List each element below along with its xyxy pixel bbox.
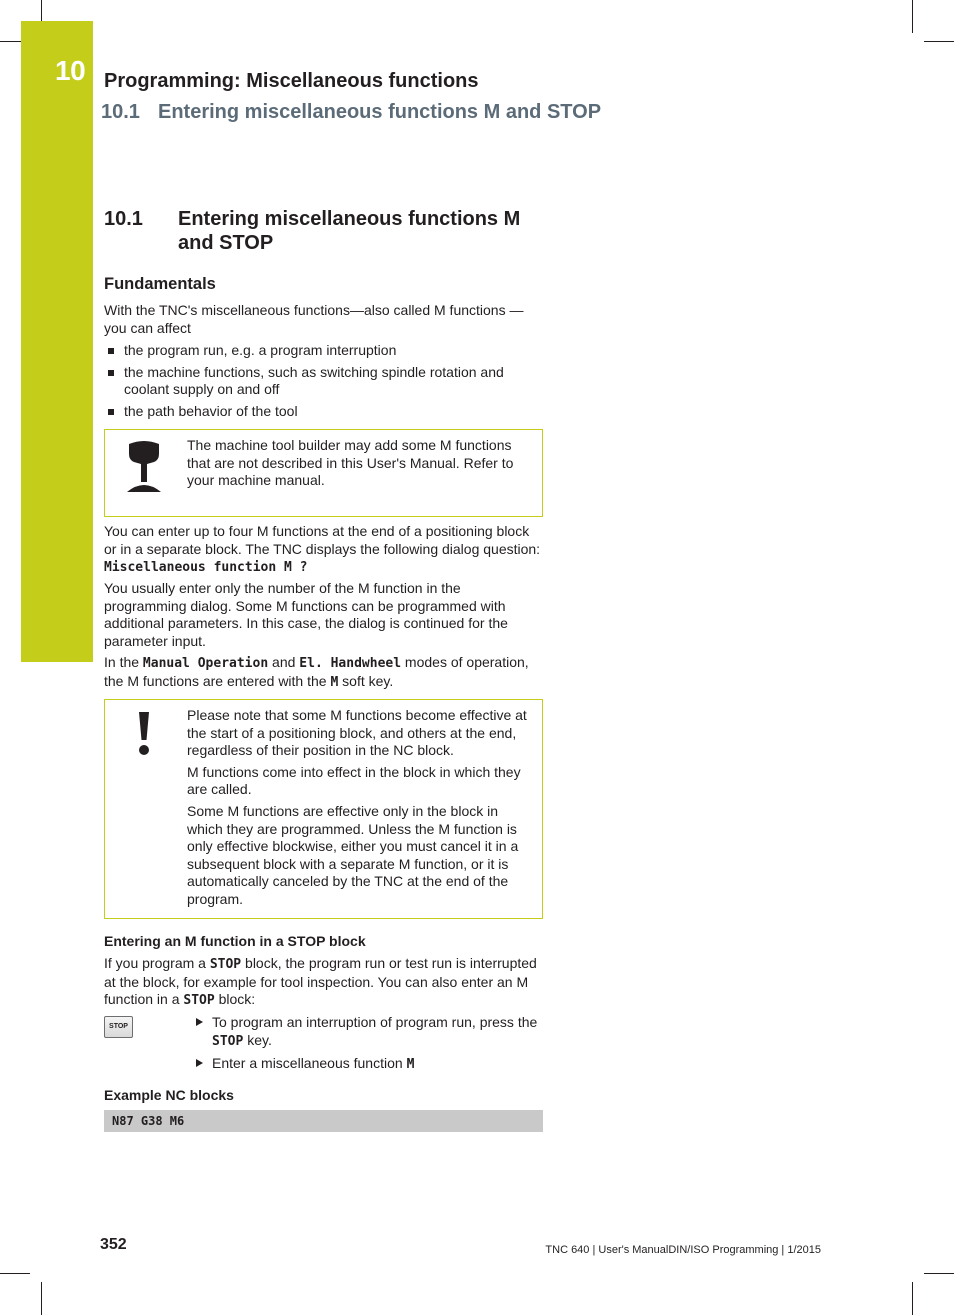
running-section-text: Entering miscellaneous functions M and STOP bbox=[158, 101, 602, 123]
chapter-sidebar bbox=[21, 21, 93, 662]
keyword: STOP bbox=[209, 957, 242, 972]
footer-text: TNC 640 | User's ManualDIN/ISO Programming | 1/2015 bbox=[545, 1244, 821, 1256]
list-item bbox=[195, 1014, 543, 1050]
mode-name: El. Handwheel bbox=[299, 656, 402, 671]
paragraph bbox=[104, 523, 543, 577]
text-run: modes of operation, the M functions are entered with the bbox=[104, 654, 529, 689]
list-item: the path behavior of the tool bbox=[104, 403, 543, 421]
text-run: key. bbox=[243, 1031, 272, 1048]
soft-key-name: M bbox=[330, 674, 339, 690]
text-run: and bbox=[268, 654, 300, 670]
machine-tool-builder-icon bbox=[125, 440, 163, 499]
section-title-text: Entering miscellaneous functions M and STOP bbox=[178, 208, 521, 254]
text-run: block, the program run or test run is interrupted at the block, for example for tool inspection. You can also enter an M function in a bbox=[104, 955, 537, 1008]
warning-paragraph: Some M functions are effective only in the block in which they are programmed. Unless the M function is only effective blockwise, either you must cancel it in a subsequent block with a separate M function, or it is automatically canceled by the TNC at the end of the program. bbox=[187, 802, 519, 907]
dialog-question: Miscellaneous function M ? bbox=[104, 560, 308, 576]
page-number: 352 bbox=[100, 1236, 127, 1253]
keyword: M bbox=[406, 1057, 415, 1073]
nc-code-block: N87 G38 M6 bbox=[104, 1110, 543, 1132]
list-item bbox=[195, 1055, 543, 1074]
text-run: soft key. bbox=[338, 672, 394, 689]
running-section-title bbox=[101, 101, 602, 123]
section-title bbox=[104, 207, 543, 255]
stop-key-icon: STOP bbox=[104, 1016, 133, 1038]
crop-mark bbox=[924, 1273, 954, 1274]
note-text: The machine tool builder may add some M functions that are not described in this User's Manual. Refer to your machine manual. bbox=[187, 437, 514, 489]
text-run: Enter a miscellaneous function bbox=[212, 1055, 407, 1072]
running-section-number: 10.1 bbox=[101, 101, 140, 123]
fundamentals-bullet-list bbox=[104, 342, 543, 424]
section-number: 10.1 bbox=[104, 208, 143, 230]
paragraph: You usually enter only the number of the M function in the programming dialog. Some M functions can be programmed with additional parameters. In this case, the dialog is continued for the parameter input. bbox=[104, 580, 508, 649]
text-run: If you program a bbox=[104, 955, 210, 971]
example-heading: Example NC blocks bbox=[104, 1087, 234, 1103]
list-item: the program run, e.g. a program interruption bbox=[104, 342, 543, 360]
chapter-title: Programming: Miscellaneous functions bbox=[104, 70, 479, 92]
crop-mark bbox=[912, 1282, 913, 1315]
instruction-steps bbox=[195, 1014, 543, 1079]
paragraph bbox=[104, 955, 543, 1010]
warning-text bbox=[187, 707, 534, 913]
fundamentals-intro: With the TNC's miscellaneous functions—also called M functions —you can affect bbox=[104, 302, 524, 336]
keyword: STOP bbox=[212, 1033, 244, 1049]
paragraph bbox=[104, 654, 543, 691]
text-run: block: bbox=[214, 991, 256, 1008]
crop-mark bbox=[0, 1273, 30, 1274]
list-item: the machine functions, such as switching spindle rotation and coolant supply on and off bbox=[104, 364, 543, 399]
fundamentals-heading: Fundamentals bbox=[104, 275, 216, 293]
crop-mark bbox=[41, 1282, 42, 1315]
text-run: In the bbox=[104, 654, 143, 670]
keyword: STOP bbox=[183, 993, 215, 1009]
machine-builder-note bbox=[104, 429, 543, 517]
stop-block-heading: Entering an M function in a STOP block bbox=[104, 933, 366, 949]
exclamation-warning-icon bbox=[137, 712, 151, 761]
text-run: To program an interruption of program run, press the bbox=[212, 1014, 538, 1030]
chapter-number: 10 bbox=[55, 55, 86, 86]
warning-paragraph: M functions come into effect in the block in which they are called. bbox=[187, 763, 521, 798]
mode-name: Manual Operation bbox=[142, 656, 269, 671]
crop-mark bbox=[924, 41, 954, 42]
text-run: You can enter up to four M functions at the end of a positioning block or in a separate block. The TNC displays the following dialog question: bbox=[104, 523, 541, 557]
warning-paragraph: Please note that some M functions become effective at the start of a positioning block, and others at the end, regardless of their position in the NC block. bbox=[187, 707, 527, 759]
warning-note bbox=[104, 699, 543, 919]
crop-mark bbox=[912, 0, 913, 33]
